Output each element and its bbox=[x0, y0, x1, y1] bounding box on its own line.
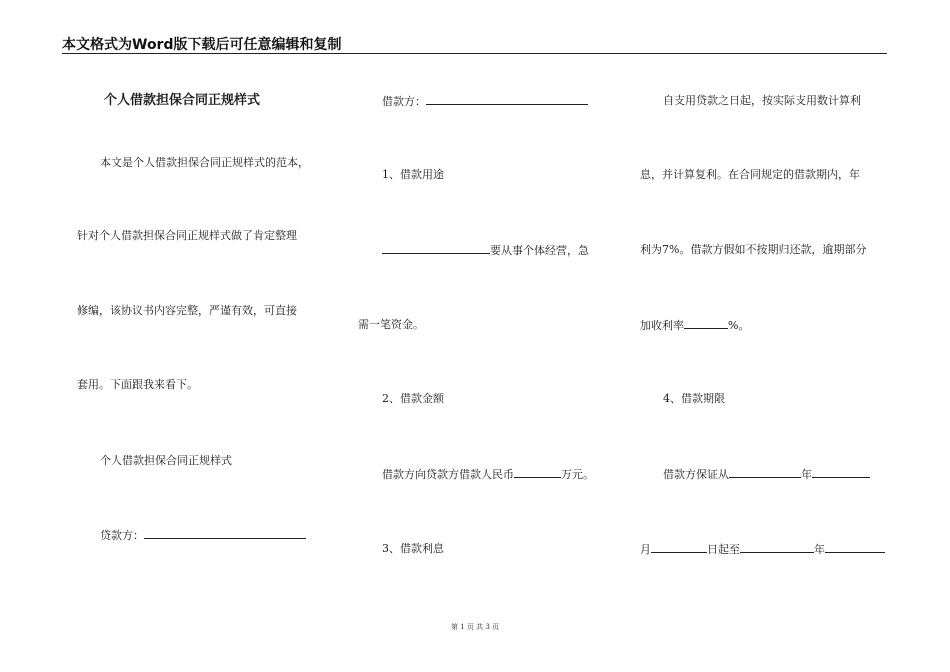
extra-rate-suffix: %。 bbox=[728, 319, 750, 332]
borrower-line bbox=[382, 94, 588, 109]
purpose-line-2: 需一笔资金。 bbox=[358, 318, 424, 331]
term-until-label: 日起至 bbox=[707, 543, 740, 556]
term-line-2 bbox=[640, 542, 885, 557]
lender-label: 贷款方： bbox=[100, 529, 144, 542]
term-start-month-blank[interactable] bbox=[812, 467, 870, 478]
interest-line-3: 利为7%。借款方假如不按期归还款，逾期部分 bbox=[640, 243, 867, 256]
borrower-blank[interactable] bbox=[426, 94, 588, 105]
term-end-month-blank[interactable] bbox=[825, 542, 885, 553]
term-end-year-blank[interactable] bbox=[740, 542, 814, 553]
amount-blank[interactable] bbox=[514, 467, 561, 478]
page-number: 第 1 页 共 3 页 bbox=[450, 623, 500, 631]
header-rule bbox=[62, 53, 887, 54]
term-month-label: 月 bbox=[640, 543, 651, 556]
term-line-1 bbox=[663, 467, 870, 482]
term-start-day-blank[interactable] bbox=[651, 542, 707, 553]
purpose-line-1 bbox=[382, 243, 589, 258]
amount-line bbox=[382, 467, 594, 482]
document-title: 个人借款担保合同正规样式 bbox=[104, 93, 261, 108]
lender-blank[interactable] bbox=[144, 528, 306, 539]
document-banner: 本文格式为Word版下载后可任意编辑和复制 bbox=[62, 37, 342, 53]
section-3-heading: 3、借款利息 bbox=[382, 542, 444, 555]
intro-line-2: 针对个人借款担保合同正规样式做了肯定整理 bbox=[77, 229, 297, 242]
section-4-heading: 4、借款期限 bbox=[663, 392, 725, 405]
interest-line-1: 自支用贷款之日起，按实际支用数计算利 bbox=[663, 94, 861, 107]
interest-line-2: 息，并计算复利。在合同规定的借款期内，年 bbox=[640, 168, 860, 181]
intro-line-1: 本文是个人借款担保合同正规样式的范本， bbox=[100, 156, 309, 169]
amount-text-a: 借款方向贷款方借款人民币 bbox=[382, 468, 514, 481]
borrower-label: 借款方： bbox=[382, 95, 426, 108]
contract-subtitle: 个人借款担保合同正规样式 bbox=[100, 454, 232, 467]
purpose-blank[interactable] bbox=[382, 243, 490, 254]
term-start-year-blank[interactable] bbox=[729, 467, 801, 478]
intro-line-4: 套用。下面跟我来看下。 bbox=[77, 378, 198, 391]
term-end-year-label: 年 bbox=[814, 543, 825, 556]
extra-rate-label: 加收利率 bbox=[640, 319, 684, 332]
purpose-text: 要从事个体经营，急 bbox=[490, 244, 589, 257]
term-year-label: 年 bbox=[801, 468, 812, 481]
section-1-heading: 1、借款用途 bbox=[382, 168, 444, 181]
section-2-heading: 2、借款金额 bbox=[382, 392, 444, 405]
interest-line-4 bbox=[640, 318, 749, 333]
term-from-label: 借款方保证从 bbox=[663, 468, 729, 481]
intro-line-3: 修编，该协议书内容完整，严谨有效，可直接 bbox=[77, 304, 297, 317]
extra-rate-blank[interactable] bbox=[684, 318, 728, 329]
amount-text-b: 万元。 bbox=[561, 468, 594, 481]
lender-line bbox=[100, 528, 306, 543]
